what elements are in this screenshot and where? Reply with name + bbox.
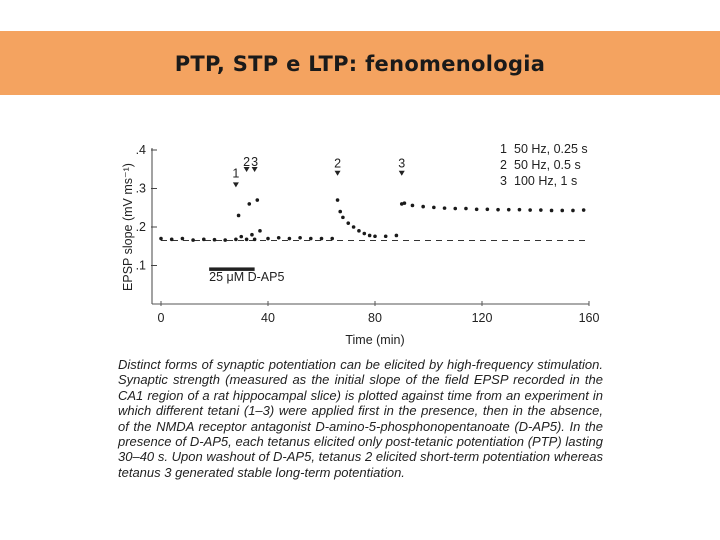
data-point bbox=[373, 234, 377, 238]
data-point bbox=[320, 237, 324, 241]
data-point bbox=[247, 202, 251, 206]
y-tick-label: .4 bbox=[135, 143, 146, 157]
data-point bbox=[403, 201, 407, 205]
data-point bbox=[239, 235, 243, 239]
y-tick-label: .2 bbox=[135, 220, 146, 234]
data-point bbox=[453, 207, 457, 211]
tetanus-arrow-head bbox=[335, 171, 341, 176]
tetanus-arrow-head bbox=[399, 171, 405, 176]
legend-item-label: 50 Hz, 0.25 s bbox=[514, 142, 588, 156]
legend-item-number: 2 bbox=[500, 158, 507, 172]
x-tick-label: 40 bbox=[261, 311, 275, 325]
legend-item-number: 3 bbox=[500, 174, 507, 188]
y-tick-label: .1 bbox=[135, 258, 146, 273]
data-point bbox=[363, 232, 367, 236]
x-tick-label: 80 bbox=[368, 311, 382, 325]
data-point bbox=[255, 198, 259, 202]
data-point bbox=[518, 208, 522, 212]
y-tick-label: .3 bbox=[135, 181, 146, 196]
data-point bbox=[346, 221, 350, 225]
figure-caption: Distinct forms of synaptic potentiation can be elicited by high-frequency stimulation. Synaptic strength (measured as the initial slope of the field EPSP recorded in the CA1 region of a rat hippocampal slice) is plotted against time from an experiment in which different tetani (1–3) were applied first in the presence, then in the absence, of the NMDA receptor antagonist D-amino-5-phosphonopentanoate (D-AP5). In the presence of D-AP5, each tetanus elicited only post-tetanic potentiation (PTP) lasting 30–40 s. Upon washout of D-AP5, tetanus 2 elicited short-term potentiation whereas tetanus 3 generated stable long-term potentiation. bbox=[118, 357, 603, 480]
data-point bbox=[202, 238, 206, 242]
data-point bbox=[213, 238, 217, 242]
tetanus-marker-label: 3 bbox=[398, 156, 406, 171]
data-point bbox=[368, 234, 372, 238]
legend-item-label: 50 Hz, 0.5 s bbox=[514, 158, 581, 172]
data-point bbox=[298, 236, 302, 240]
page-title: PTP, STP e LTP: fenomenologia bbox=[174, 52, 546, 76]
tetanus-arrow-head bbox=[233, 182, 239, 187]
data-point bbox=[464, 207, 468, 211]
data-point bbox=[571, 209, 575, 213]
data-point bbox=[338, 210, 342, 214]
data-point bbox=[582, 208, 586, 212]
data-point bbox=[432, 206, 436, 210]
data-point bbox=[253, 238, 257, 242]
data-point bbox=[309, 237, 313, 241]
data-point bbox=[234, 238, 238, 242]
data-point bbox=[250, 233, 254, 237]
data-point bbox=[352, 225, 356, 229]
data-point bbox=[411, 204, 415, 208]
data-point bbox=[277, 236, 281, 240]
drug-bar-label: 25 μM D-AP5 bbox=[209, 269, 285, 284]
tetanus-marker-label: 2 bbox=[243, 155, 251, 170]
data-point bbox=[237, 214, 241, 218]
tetanus-marker-label: 3 bbox=[251, 155, 259, 170]
tetanus-marker-label: 1 bbox=[232, 166, 240, 181]
data-point bbox=[266, 237, 270, 241]
legend-item-label: 100 Hz, 1 s bbox=[514, 174, 578, 188]
data-point bbox=[539, 208, 543, 212]
data-point bbox=[223, 238, 227, 242]
legend-item-number: 1 bbox=[500, 142, 507, 156]
data-point bbox=[191, 238, 195, 242]
data-point bbox=[507, 208, 511, 212]
data-point bbox=[159, 237, 163, 241]
data-point bbox=[336, 198, 340, 202]
x-tick-label: 120 bbox=[471, 311, 493, 325]
data-point bbox=[443, 206, 447, 210]
y-axis-label: EPSP slope (mV ms⁻¹) bbox=[121, 163, 135, 291]
data-point bbox=[288, 237, 292, 241]
data-point bbox=[170, 238, 174, 242]
data-point bbox=[181, 237, 185, 241]
data-point bbox=[421, 205, 425, 209]
data-point bbox=[395, 234, 399, 238]
data-point bbox=[486, 207, 490, 211]
data-point bbox=[245, 238, 249, 242]
data-point bbox=[550, 209, 554, 213]
data-point bbox=[560, 209, 564, 213]
x-axis-label: Time (min) bbox=[345, 333, 405, 347]
tetanus-marker-label: 2 bbox=[334, 156, 342, 171]
data-point bbox=[330, 237, 334, 241]
data-point bbox=[341, 216, 345, 220]
data-point bbox=[384, 234, 388, 238]
chart-labels bbox=[121, 142, 599, 347]
data-point bbox=[475, 207, 479, 211]
data-point bbox=[357, 229, 361, 233]
data-point bbox=[496, 208, 500, 212]
data-point bbox=[258, 229, 262, 233]
x-tick-label: 0 bbox=[157, 311, 165, 325]
data-point bbox=[528, 208, 532, 212]
x-tick-label: 160 bbox=[578, 311, 600, 325]
